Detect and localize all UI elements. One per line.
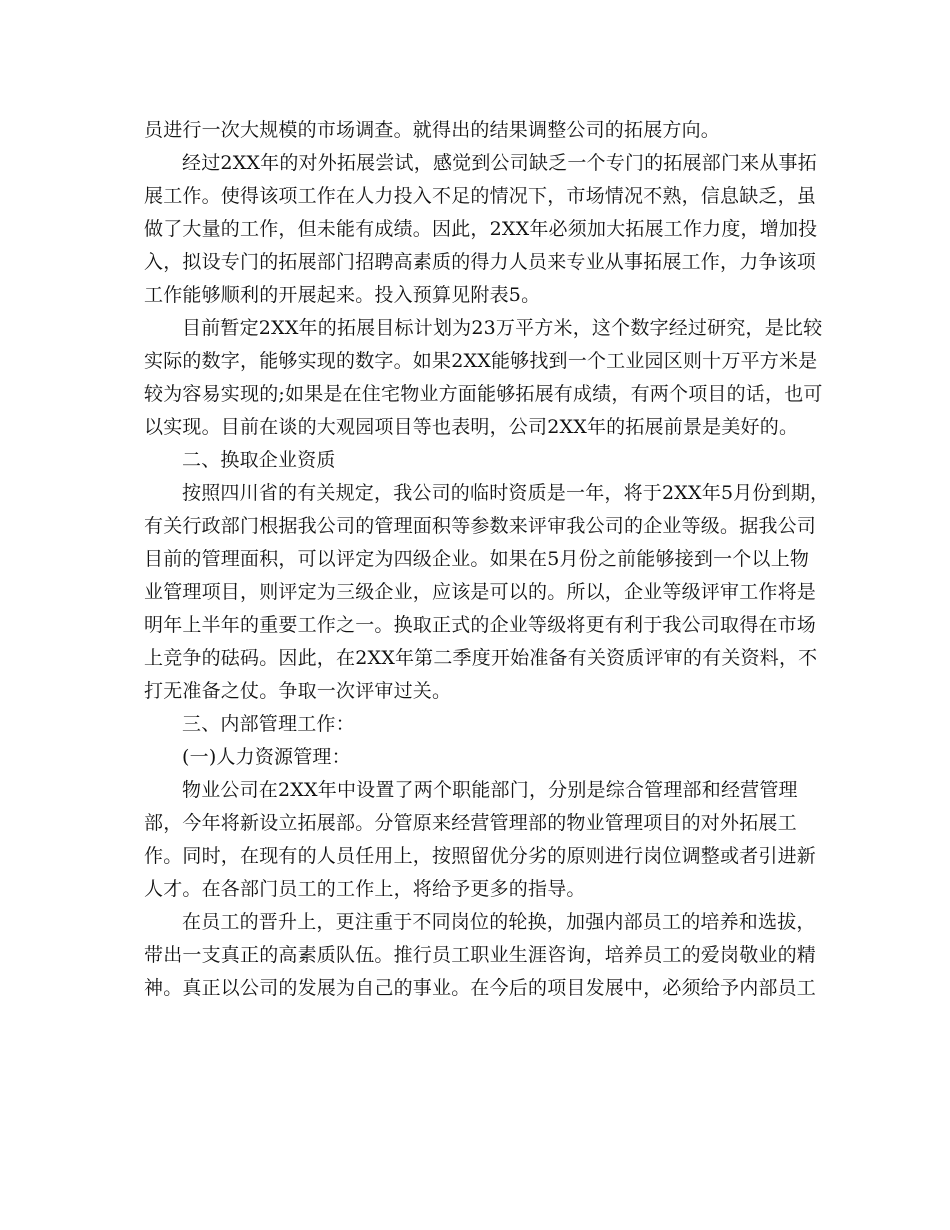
text-line: 以实现。目前在谈的大观园项目等也表明，公司2XX年的拓展前景是美好的。 (144, 416, 799, 438)
text-line: 较为容易实现的;如果是在住宅物业方面能够拓展有成绩，有两个项目的话，也可 (144, 383, 823, 405)
text-line: 明年上半年的重要工作之一。换取正式的企业等级将更有利于我公司取得在市场 (144, 614, 817, 636)
paragraph (144, 774, 817, 906)
heading-text: (一)人力资源管理： (182, 746, 351, 768)
paragraph (144, 312, 823, 444)
document-body (144, 114, 830, 1005)
text-line: 作。同时，在现有的人员任用上，按照留优分劣的原则进行岗位调整或者引进新 (144, 845, 817, 867)
section-heading (144, 444, 806, 477)
text-line: 按照四川省的有关规定，我公司的临时资质是一年，将于2XX年5月份到期， (182, 482, 830, 504)
text-line: 员进行一次大规模的市场调查。就得出的结果调整公司的拓展方向。 (144, 119, 721, 141)
text-line: 目前暂定2XX年的拓展目标计划为23万平方米，这个数字经过研究，是比较 (182, 317, 823, 339)
text-line: 经过2XX年的对外拓展尝试，感觉到公司缺乏一个专门的拓展部门来从事拓 (182, 152, 817, 174)
text-line: 目前的管理面积，可以评定为四级企业。如果在5月份之前能够接到一个以上物 (144, 548, 810, 570)
text-line: 部，今年将新设立拓展部。分管原来经营管理部的物业管理项目的对外拓展工 (144, 812, 797, 834)
text-line: 打无准备之仗。争取一次评审过关。 (144, 680, 452, 702)
text-line: 工作能够顺利的开展起来。投入预算见附表5。 (144, 284, 541, 306)
text-line: 展工作。使得该项工作在人力投入不足的情况下，市场情况不熟，信息缺乏，虽 (144, 185, 817, 207)
text-line: 业管理项目，则评定为三级企业，应该是可以的。所以，企业等级评审工作将是 (144, 581, 817, 603)
heading-text: 二、换取企业资质 (182, 449, 336, 471)
section-heading (144, 708, 806, 741)
subsection-heading (144, 741, 806, 774)
text-line: 神。真正以公司的发展为自己的事业。在今后的项目发展中，必须给予内部员工 (144, 977, 817, 999)
text-line: 上竞争的砝码。因此，在2XX年第二季度开始准备有关资质评审的有关资料，不 (144, 647, 818, 669)
text-line: 有关行政部门根据我公司的管理面积等参数来评审我公司的企业等级。据我公司 (144, 515, 817, 537)
text-line: 做了大量的工作，但未能有成绩。因此，2XX年必须加大拓展工作力度，增加投 (144, 218, 818, 240)
text-line: 物业公司在2XX年中设置了两个职能部门，分别是综合管理部和经营管理 (182, 779, 798, 801)
paragraph (144, 477, 830, 708)
heading-text: 三、内部管理工作： (182, 713, 355, 735)
text-line: 在员工的晋升上，更注重于不同岗位的轮换，加强内部员工的培养和选拔， (182, 911, 816, 933)
paragraph (144, 147, 818, 312)
text-line: 入，拟设专门的拓展部门招聘高素质的得力人员来专业从事拓展工作，力争该项 (144, 251, 817, 273)
text-line: 人才。在各部门员工的工作上，将给予更多的指导。 (144, 878, 586, 900)
paragraph (144, 906, 817, 1005)
text-line: 实际的数字，能够实现的数字。如果2XX能够找到一个工业园区则十万平方米是 (144, 350, 818, 372)
text-line: 带出一支真正的高素质队伍。推行员工职业生涯咨询，培养员工的爱岗敬业的精 (144, 944, 817, 966)
paragraph (144, 114, 806, 147)
